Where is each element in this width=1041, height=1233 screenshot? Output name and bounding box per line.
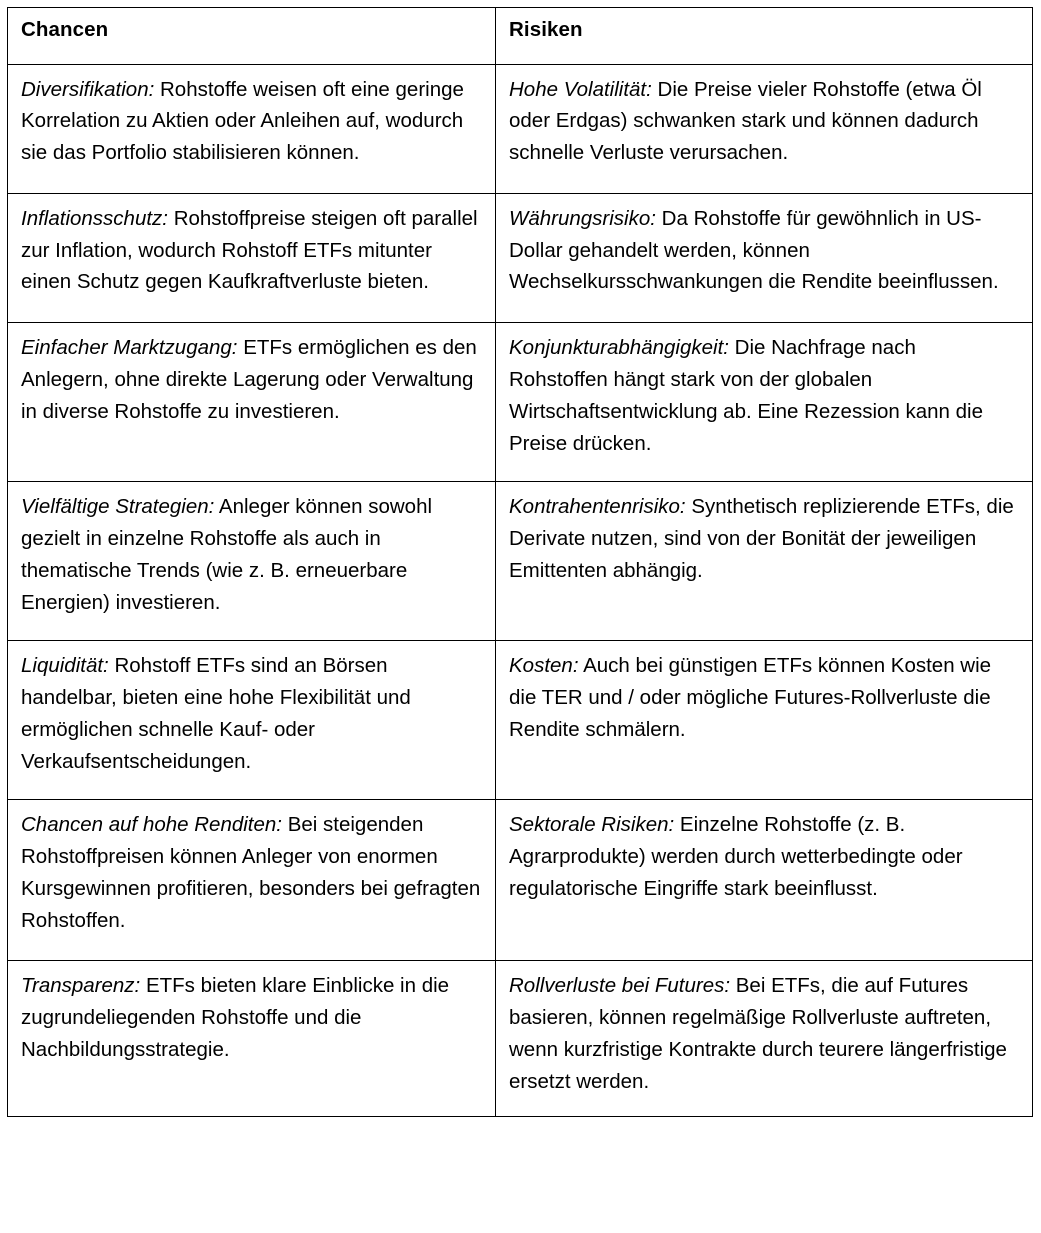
cell-text: ETFs bieten klare Einblicke in die zugrundeliegenden Rohstoffe und die Nachbildungsstrategie. [21, 974, 450, 1061]
cell-risiken [496, 323, 1033, 482]
cell-text: Rohstoffpreise steigen oft parallel zur Inflation, wodurch Rohstoff ETFs mitunter einen Schutz gegen Kaufkraftverluste bieten. [21, 206, 478, 294]
cell-chancen [8, 641, 496, 800]
table-header-row [8, 8, 1033, 65]
cell-term: Einfacher Marktzugang: [21, 336, 238, 360]
table-header [8, 8, 1033, 65]
cell-text: Bei ETFs, die auf Futures basieren, können regelmäßige Rollverluste auftreten, wenn kurzfristige Kontrakte durch teurere längerfristige ersetzt werden. [509, 974, 1007, 1093]
cell-term: Liquidität: [21, 654, 109, 678]
cell-term: Kosten: [509, 654, 579, 678]
column-header-chancen: Chancen [8, 8, 496, 65]
table-row [8, 64, 1033, 193]
cell-term: Kontrahentenrisiko: [509, 495, 686, 519]
cell-text: Anleger können sowohl gezielt in einzelne Rohstoffe als auch in thematische Trends (wie z. B. erneuerbare Energien) investieren. [21, 495, 433, 614]
cell-risiken [496, 961, 1033, 1116]
cell-risiken [496, 800, 1033, 961]
table-row [8, 482, 1033, 641]
cell-chancen [8, 193, 496, 322]
cell-chancen [8, 800, 496, 961]
cell-text: Bei steigenden Rohstoffpreisen können Anleger von enormen Kursgewinnen profitieren, besonders bei gefragten Rohstoffen. [21, 813, 481, 932]
cell-chancen [8, 323, 496, 482]
cell-text: ETFs ermöglichen es den Anlegern, ohne direkte Lagerung oder Verwaltung in diverse Rohstoffe zu investieren. [21, 336, 477, 423]
cell-text: Die Preise vieler Rohstoffe (etwa Öl oder Erdgas) schwanken stark und können dadurch schnelle Verluste verursachen. [509, 77, 982, 165]
cell-chancen [8, 961, 496, 1116]
cell-term: Inflationsschutz: [21, 206, 168, 230]
chancen-risiken-table [7, 7, 1033, 1117]
cell-term: Chancen auf hohe Renditen: [21, 813, 283, 837]
cell-text: Auch bei günstigen ETFs können Kosten wie die TER und / oder mögliche Futures-Rollverluste die Rendite schmälern. [509, 654, 992, 741]
cell-term: Rollverluste bei Futures: [509, 974, 731, 998]
table-row [8, 193, 1033, 322]
cell-text: Einzelne Rohstoffe (z. B. Agrarprodukte) werden durch wetterbedingte oder regulatorische Eingriffe stark beeinflusst. [509, 813, 963, 900]
table-row [8, 961, 1033, 1116]
table-row [8, 641, 1033, 800]
cell-term: Diversifikation: [21, 77, 155, 101]
cell-risiken [496, 193, 1033, 322]
cell-risiken [496, 641, 1033, 800]
cell-term: Sektorale Risiken: [509, 813, 675, 837]
cell-term: Währungsrisiko: [509, 206, 656, 230]
cell-risiken [496, 64, 1033, 193]
cell-chancen [8, 64, 496, 193]
cell-text: Rohstoffe weisen oft eine geringe Korrelation zu Aktien oder Anleihen auf, wodurch sie das Portfolio stabilisieren können. [21, 77, 464, 165]
table-row [8, 323, 1033, 482]
column-header-risiken: Risiken [496, 8, 1033, 65]
cell-risiken [496, 482, 1033, 641]
cell-term: Transparenz: [21, 974, 141, 998]
table-row [8, 800, 1033, 961]
cell-chancen [8, 482, 496, 641]
cell-text: Da Rohstoffe für gewöhnlich in US-Dollar gehandelt werden, können Wechselkursschwankungen die Rendite beeinflussen. [509, 206, 999, 294]
cell-text: Rohstoff ETFs sind an Börsen handelbar, bieten eine hohe Flexibilität und ermöglichen schnelle Kauf- oder Verkaufsentscheidungen. [21, 654, 411, 773]
table-body [8, 64, 1033, 1116]
cell-text: Die Nachfrage nach Rohstoffen hängt stark von der globalen Wirtschaftsentwicklung ab. Eine Rezession kann die Preise drücken. [509, 336, 984, 455]
cell-term: Konjunkturabhängigkeit: [509, 336, 729, 360]
cell-term: Hohe Volatilität: [509, 77, 652, 101]
cell-text: Synthetisch replizierende ETFs, die Derivate nutzen, sind von der Bonität der jeweiligen Emittenten abhängig. [509, 495, 1014, 582]
cell-term: Vielfältige Strategien: [21, 495, 215, 519]
